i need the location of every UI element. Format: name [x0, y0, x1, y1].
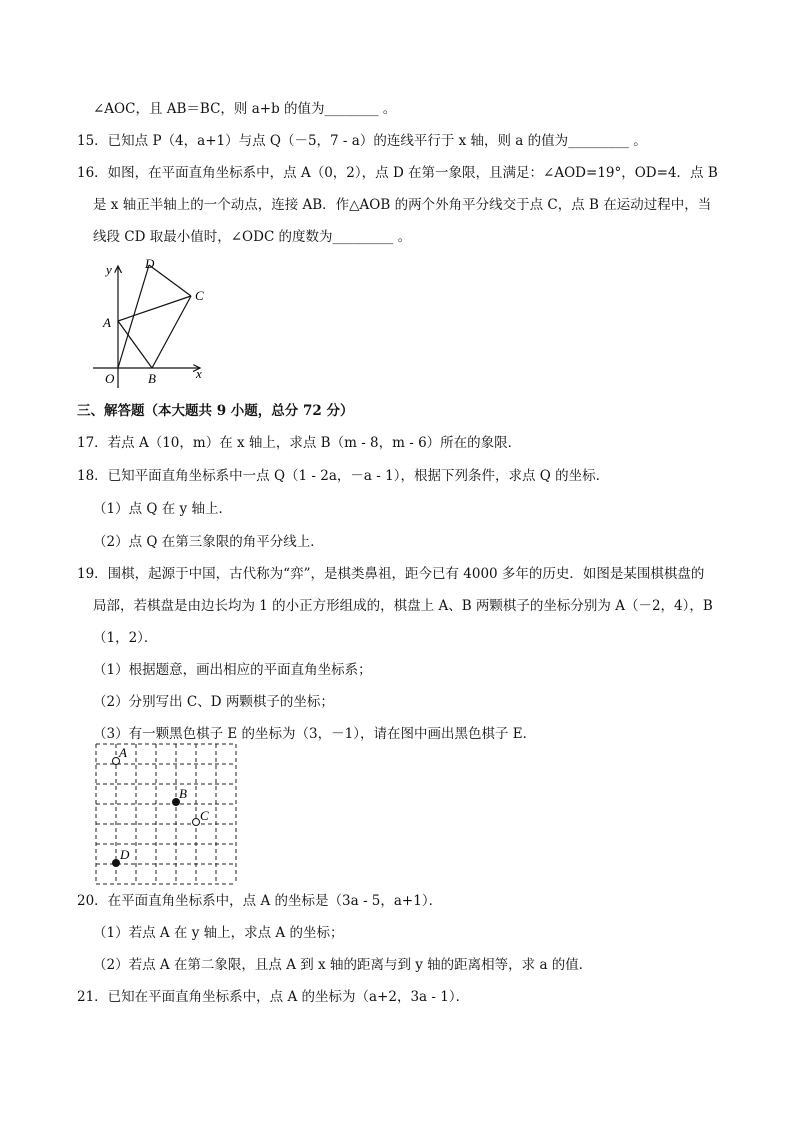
- question-19-part2: （2）分别写出 C、D 两颗棋子的坐标；: [93, 694, 334, 710]
- question-19-line2: 局部，若棋盘是由边长均为 1 的小正方形组成的，棋盘上 A、B 两颗棋子的坐标分别为 A（－2，4），B: [93, 598, 713, 614]
- segment-ab: [118, 321, 152, 368]
- question-18-part2: （2）点 Q 在第三象限的角平分线上．: [93, 534, 324, 550]
- stone-c-white: [193, 819, 200, 826]
- question-15: 15．已知点 P（4，a+1）与点 Q（－5，7 - a）的连线平行于 x 轴，则 a 的值为_________ 。: [77, 133, 647, 149]
- question-19-part3: （3）有一颗黑色棋子 E 的坐标为（3，－1），请在图中画出黑色棋子 E．: [93, 726, 537, 742]
- question-21: 21．已知在平面直角坐标系中，点 A 的坐标为（a+2，3a - 1）．: [77, 989, 470, 1005]
- question-20: 20．在平面直角坐标系中，点 A 的坐标是（3a - 5，a+1）．: [77, 893, 443, 909]
- segment-dc: [149, 265, 191, 296]
- question-19-part1: （1）根据题意，画出相应的平面直角坐标系；: [93, 662, 372, 678]
- label-stone-c: C: [200, 808, 209, 823]
- label-x: x: [196, 366, 202, 381]
- label-o: O: [105, 371, 115, 386]
- q14-continuation: ∠AOC，且 AB＝BC，则 a+b 的值为________ 。: [93, 101, 397, 117]
- section-3-heading: 三、解答题（本大题共 9 小题，总分 72 分）: [77, 403, 354, 419]
- question-18: 18．已知平面直角坐标系中一点 Q（1 - 2a，－a - 1），根据下列条件，求点 Q 的坐标．: [77, 468, 610, 484]
- question-17: 17．若点 A（10，m）在 x 轴上，求点 B（m - 8，m - 6）所在的象限．: [77, 435, 522, 451]
- question-19-line1: 19．围棋，起源于中国，古代称为“弈”，是棋类鼻祖，距今已有 4000 多年的历史．如图是某围棋棋盘的: [77, 566, 705, 582]
- label-d: D: [145, 256, 155, 271]
- stone-d-black: [112, 859, 120, 867]
- question-16-line1: 16．如图，在平面直角坐标系中，点 A（0，2），点 D 在第一象限，且满足：∠AOD=19°，OD=4．点 B: [77, 165, 718, 181]
- label-stone-a: A: [119, 745, 127, 760]
- label-a: A: [103, 315, 111, 330]
- q19-go-board: [94, 742, 238, 886]
- label-y: y: [106, 262, 112, 277]
- question-18-part1: （1）点 Q 在 y 轴上．: [93, 501, 232, 517]
- q16-figure: [88, 252, 218, 392]
- question-16-line3: 线段 CD 取最小值时，∠ODC 的度数为_________ 。: [93, 229, 412, 245]
- label-stone-d: D: [120, 847, 130, 862]
- label-b: B: [148, 371, 156, 386]
- question-16-line2: 是 x 轴正半轴上的一个动点，连接 AB．作△AOB 的两个外角平分线交于点 C，点 B 在运动过程中，当: [93, 197, 712, 213]
- label-c: C: [195, 288, 204, 303]
- question-19-line3: （1，2）．: [93, 630, 158, 646]
- question-20-part1: （1）若点 A 在 y 轴上，求点 A 的坐标；: [93, 925, 344, 941]
- question-20-part2: （2）若点 A 在第二象限，且点 A 到 x 轴的距离与到 y 轴的距离相等，求 a 的值．: [93, 957, 593, 973]
- segment-od: [118, 265, 149, 368]
- label-stone-b: B: [179, 786, 187, 801]
